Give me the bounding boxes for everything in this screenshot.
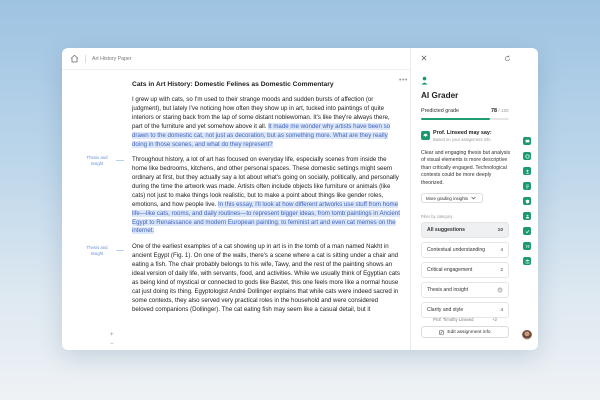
check-circle-icon [497, 287, 503, 293]
insights-label: More grading insights [426, 195, 468, 201]
margin-note[interactable] [80, 245, 114, 256]
category-all-suggestions[interactable] [421, 222, 509, 238]
secondary-professor [421, 317, 509, 325]
predicted-grade-max: / 100 [498, 108, 509, 113]
reader-icon[interactable] [523, 212, 531, 220]
whatsapp-icon[interactable] [523, 152, 531, 160]
category-label: All suggestions [427, 227, 465, 233]
margin-note-label: Thesis and Insight [86, 155, 108, 166]
quote-icon[interactable] [523, 242, 531, 250]
paragraph [132, 156, 400, 236]
predicted-grade-value [491, 108, 509, 114]
filter-label: Filter by category [421, 214, 453, 219]
checklist-icon[interactable] [523, 227, 531, 235]
home-icon[interactable] [70, 54, 79, 63]
zoom-out-button[interactable]: − [110, 341, 114, 347]
grader-icon [421, 76, 428, 85]
document-title: Cats in Art History: Domestic Felines as Domestic Commentary [132, 81, 334, 88]
highlighted-suggestion[interactable]: In this essay, I'll look at how different artworks use stuff from home life—like cats, rooms, and daily routines—to represent bigger ideas, from tomb paintings in Ancient Egypt to Renaissance and modern European painting, to feminist art and even cat memes on the internet. [132, 200, 400, 235]
refresh-icon[interactable] [504, 55, 511, 62]
paragraph-text: Throughout history, a lot of art has focused on everyday life, especially scenes from inside the home like bedrooms, kitchens, and other personal spaces. These domestic settings might seem ordinary at first, but they actually say a lot about what's going on socially, politically, and personally during the time the artwork was made. Artists often include objects like furniture or animals (like cats) not just to make things look realistic, but to make a point about things like gender roles, emotions, and how people live. [132, 156, 399, 208]
document-editor[interactable] [62, 70, 410, 350]
chevron-down-icon [471, 196, 476, 200]
professor-icon [421, 131, 430, 140]
category-thesis-and-insight[interactable] [421, 282, 509, 298]
category-count: 4 [500, 247, 503, 253]
panel-title: AI Grader [421, 91, 459, 100]
professor-feedback: Clear and engaging thesis but analysis of visual elements is more descriptive than critically engaged. Technological contexts could be more deeply theorized. [421, 150, 511, 186]
predicted-grade-number: 78 [491, 108, 497, 114]
tool-rail [516, 48, 538, 350]
paragraph [132, 96, 400, 149]
secondary-professor-count: +2 [492, 317, 497, 322]
more-options-icon[interactable]: ••• [399, 77, 408, 84]
user-avatar[interactable] [522, 330, 532, 340]
margin-note-connector [116, 160, 124, 161]
category-label: Clarity and style [427, 307, 464, 313]
close-icon[interactable] [421, 55, 427, 61]
category-count: 10 [497, 227, 503, 233]
zoom-control [110, 332, 114, 347]
citation-icon[interactable] [523, 182, 531, 190]
category-count: 2 [500, 267, 503, 273]
grader-tool-icon[interactable] [523, 167, 531, 175]
category-list [421, 222, 509, 322]
category-contextual-understanding[interactable] [421, 242, 509, 258]
document-body[interactable] [130, 80, 400, 321]
app-window [62, 48, 538, 350]
category-label: Thesis and insight [427, 287, 469, 293]
professor-subtitle: Based on your assignment info [433, 137, 491, 142]
category-label: Critical engagement [427, 267, 473, 273]
institution-icon[interactable] [523, 257, 531, 265]
grade-progress-bar [421, 118, 509, 120]
predicted-grade-label: Predicted grade [421, 108, 460, 114]
margin-note-label: Thesis and Insight [86, 245, 108, 256]
margin-note-connector [116, 250, 124, 251]
margin-gutter [62, 70, 122, 350]
top-bar [62, 48, 410, 70]
edit-icon [439, 330, 444, 335]
professor-name: Prof. Linseed may say: [433, 130, 492, 136]
category-critical-engagement[interactable] [421, 262, 509, 278]
edit-assignment-info-button[interactable] [421, 326, 509, 338]
category-count: 4 [500, 307, 503, 313]
secondary-professor-name: Prof. Timothy Linseed [433, 317, 474, 322]
panel-header [411, 48, 519, 70]
breadcrumb-divider [85, 55, 86, 63]
paragraph-text: I grew up with cats, so I'm used to their strange moods and sudden bursts of affection (or judgment), but lately I've noticing how often they show up in art, tucked into paintings of quite interiors or staring back from the lap of some distant noblewoman. It's like they're always there, part of the furniture and yet somehow above it all. [132, 96, 390, 130]
paragraph-text: One of the earliest examples of a cat showing up in art is in the tomb of a man named Nakht in ancient Egypt (Fig. 1). On one of the walls, there's a scene where a cat is sitting under a chair and eating a fish. The chair probably belongs to his wife, Tawy, and the rest of the painting shows an ideal version of daily life, with servants, food, and activities. While we usually think of Egyptian cats as being kind of mystical or connected to gods like Bastet, this one feels more like a normal house cat just doing its thing. Egyptologist André Dollinger explains that while cats were indeed sacred in some contexts, they also served very practical roles in the household and were considered beloved companions (Dollinger). The cat eating fish may seem like a casual detail, but it [132, 243, 400, 313]
shield-icon[interactable] [523, 197, 531, 205]
category-clarity-and-style[interactable] [421, 302, 509, 318]
zoom-in-button[interactable]: + [110, 332, 114, 338]
breadcrumb[interactable]: Art History Paper [92, 55, 132, 62]
category-label: Contextual understanding [427, 247, 486, 253]
paragraph [132, 243, 400, 314]
ai-grader-panel [410, 48, 518, 350]
chat-icon[interactable] [523, 137, 531, 145]
grade-progress-fill [421, 118, 490, 120]
more-grading-insights-button[interactable] [421, 193, 483, 203]
edit-button-label: Edit assignment info [447, 329, 491, 335]
highlighted-suggestion[interactable]: It made me wonder why artists have been so drawn to the domestic cat, not just as decoration, but as something more. What are they really doing in those scenes, and what do they represent? [132, 122, 391, 148]
margin-note[interactable] [80, 155, 114, 166]
